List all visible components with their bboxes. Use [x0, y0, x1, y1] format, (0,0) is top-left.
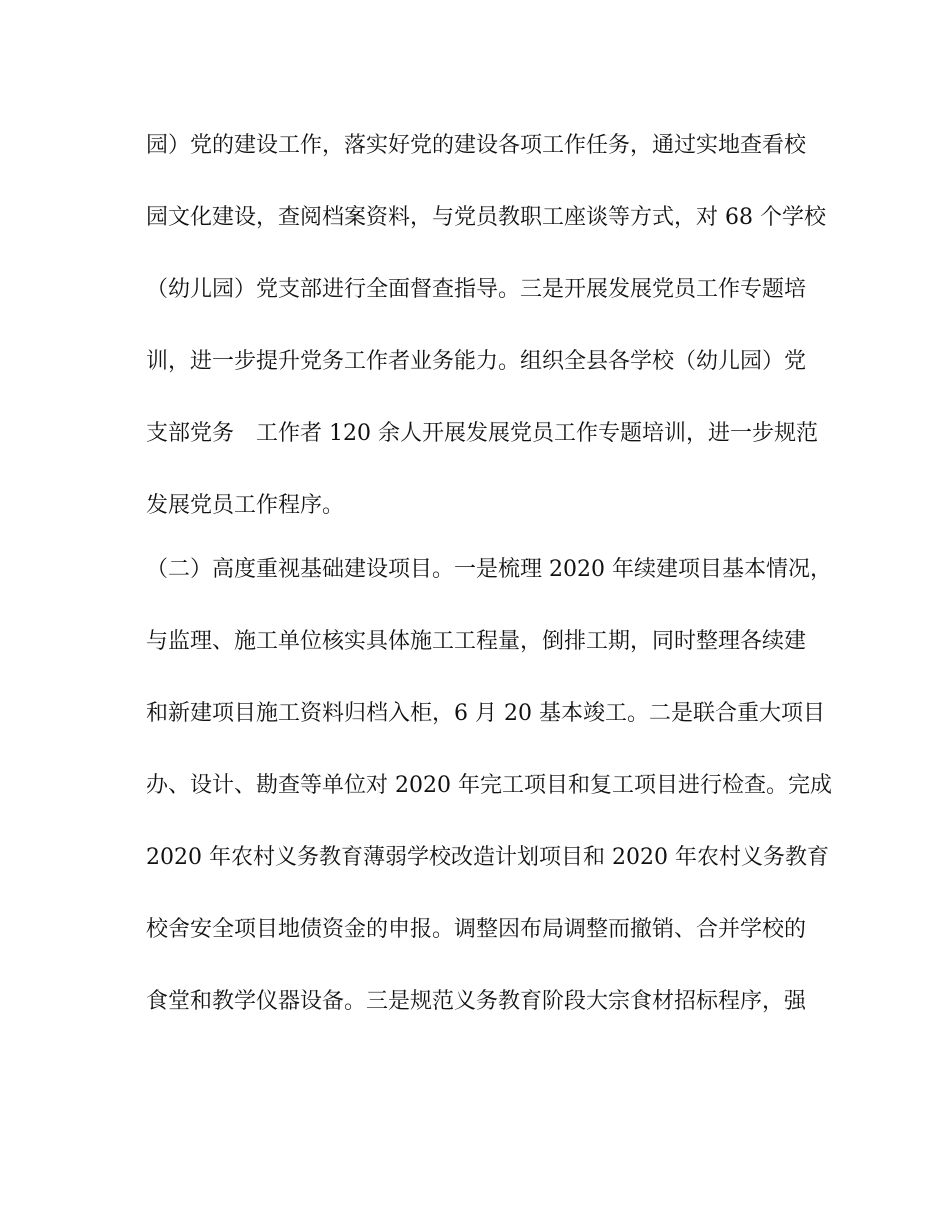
section-heading-line: （二）高度重视基础建设项目。一是梳理 2020 年续建项目基本情况，: [146, 557, 832, 582]
text-line: 办、设计、勘查等单位对 2020 年完工项目和复工项目进行检查。完成: [146, 773, 832, 798]
text-line: 和新建项目施工资料归档入柜，6 月 20 基本竣工。二是联合重大项目: [146, 701, 825, 726]
text-line: 发展党员工作程序。: [146, 493, 345, 518]
text-line: 训，进一步提升党务工作者业务能力。组织全县各学校（幼儿园）党: [146, 349, 807, 374]
text-line: 与监理、施工单位核实具体施工工程量，倒排工期，同时整理各续建: [146, 629, 807, 654]
text-line: 支部党务 工作者 120 余人开展发展党员工作专题培训，进一步规范: [146, 421, 818, 446]
text-line: （幼儿园）党支部进行全面督查指导。三是开展发展党员工作专题培: [146, 277, 807, 302]
text-line: 食堂和教学仪器设备。三是规范义务教育阶段大宗食材招标程序，强: [146, 989, 807, 1014]
text-line: 校舍安全项目地债资金的申报。调整因布局调整而撤销、合并学校的: [146, 917, 807, 942]
text-line: 园文化建设，查阅档案资料，与党员教职工座谈等方式，对 68 个学校: [146, 205, 826, 230]
text-line: 园）党的建设工作，落实好党的建设各项工作任务，通过实地查看校: [146, 133, 807, 158]
text-line: 2020 年农村义务教育薄弱学校改造计划项目和 2020 年农村义务教育: [146, 845, 829, 870]
